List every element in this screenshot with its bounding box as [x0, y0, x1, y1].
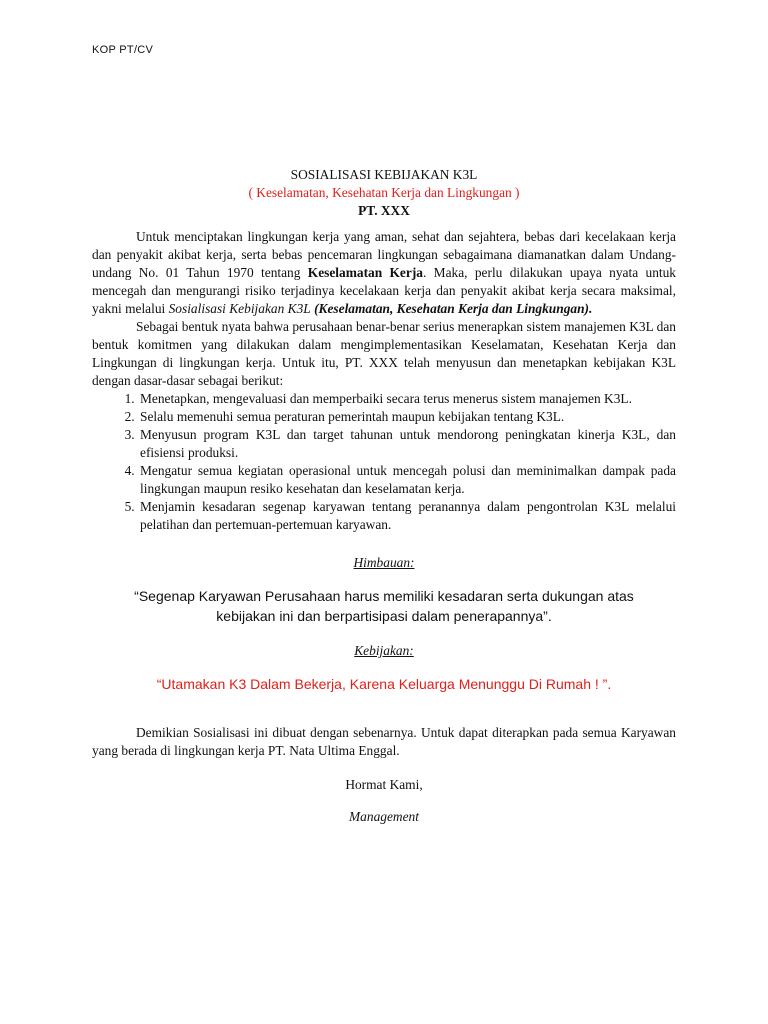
paragraph-intro: [92, 228, 676, 318]
policy-list: [92, 390, 676, 534]
kebijakan-heading: Kebijakan:: [354, 643, 414, 658]
document-title: [92, 166, 676, 220]
intro-bold-italic: (Keselamatan, Kesehatan Kerja dan Lingkungan).: [314, 301, 593, 316]
paragraph-closing: Demikian Sosialisasi ini dibuat dengan sebenarnya. Untuk dapat diterapkan pada semua Karyawan yang berada di lingkungan kerja PT. Nata Ultima Enggal.: [92, 725, 676, 758]
list-item: 4. Mengatur semua kegiatan operasional untuk mencegah polusi dan meminimalkan dampak pada lingkungan maupun resiko kesehatan dan keselamatan kerja.: [138, 462, 676, 498]
himbauan-heading: Himbauan:: [353, 555, 415, 570]
title-main: SOSIALISASI KEBIJAKAN K3L: [290, 167, 478, 182]
main-text: [92, 228, 676, 826]
sign-regards: Hormat Kami,: [345, 777, 423, 792]
title-subtitle: ( Keselamatan, Kesehatan Kerja dan Lingkungan ): [248, 185, 520, 200]
list-item: 1. Menetapkan, mengevaluasi dan memperbaiki secara terus menerus sistem manajemen K3L.: [138, 390, 676, 408]
sign-management: Management: [349, 809, 419, 824]
list-item: 5. Menjamin kesadaran segenap karyawan tentang peranannya dalam pengontrolan K3L melalui pelatihan dan pertemuan-pertemuan karyawan.: [138, 498, 676, 534]
paragraph-commitment: Sebagai bentuk nyata bahwa perusahaan benar-benar serius menerapkan sistem manajemen K3L dan bentuk komitmen yang dilakukan dalam mengimplementasikan Keselamatan, Kesehatan Kerja dan Lingkungan di lingkungan kerja. Untuk itu, PT. XXX telah menyusun dan menetapkan kebijakan K3L dengan dasar-dasar sebagai berikut:: [92, 319, 676, 388]
intro-bold-law: Keselamatan Kerja: [307, 265, 423, 280]
kebijakan-quote: “Utamakan K3 Dalam Bekerja, Karena Keluarga Menunggu Di Rumah ! ”.: [156, 676, 612, 692]
intro-text-b: . Maka, perlu dilakukan upaya nyata untuk mencegah dan mengurangi risiko terjadinya kecelakaan kerja dan penyakit akibat kerja secara maksimal, yakni melalui: [92, 265, 677, 316]
intro-italic: Sosialisasi Kebijakan K3L: [168, 301, 311, 316]
title-company: PT. XXX: [358, 203, 410, 218]
himbauan-quote: “Segenap Karyawan Perusahaan harus memiliki kesadaran serta dukungan atas kebijakan ini dan berpartisipasi dalam penerapannya”.: [134, 588, 634, 624]
list-item: 2. Selalu memenuhi semua peraturan pemerintah maupun kebijakan tentang K3L.: [138, 408, 676, 426]
intro-text-a: Untuk menciptakan lingkungan kerja yang aman, sehat dan sejahtera, bebas dari kecelakaan kerja dan penyakit akibat kerja, serta bebas pencemaran lingkungan sebagaimana diamanatkan dalam Undang-undang No. 01 Tahun 1970 tentang: [92, 229, 676, 280]
letterhead-placeholder: KOP PT/CV: [92, 44, 154, 56]
list-item: 3. Menyusun program K3L dan target tahunan untuk mendorong peningkatan kinerja K3L, dan efisiensi produksi.: [138, 426, 676, 462]
